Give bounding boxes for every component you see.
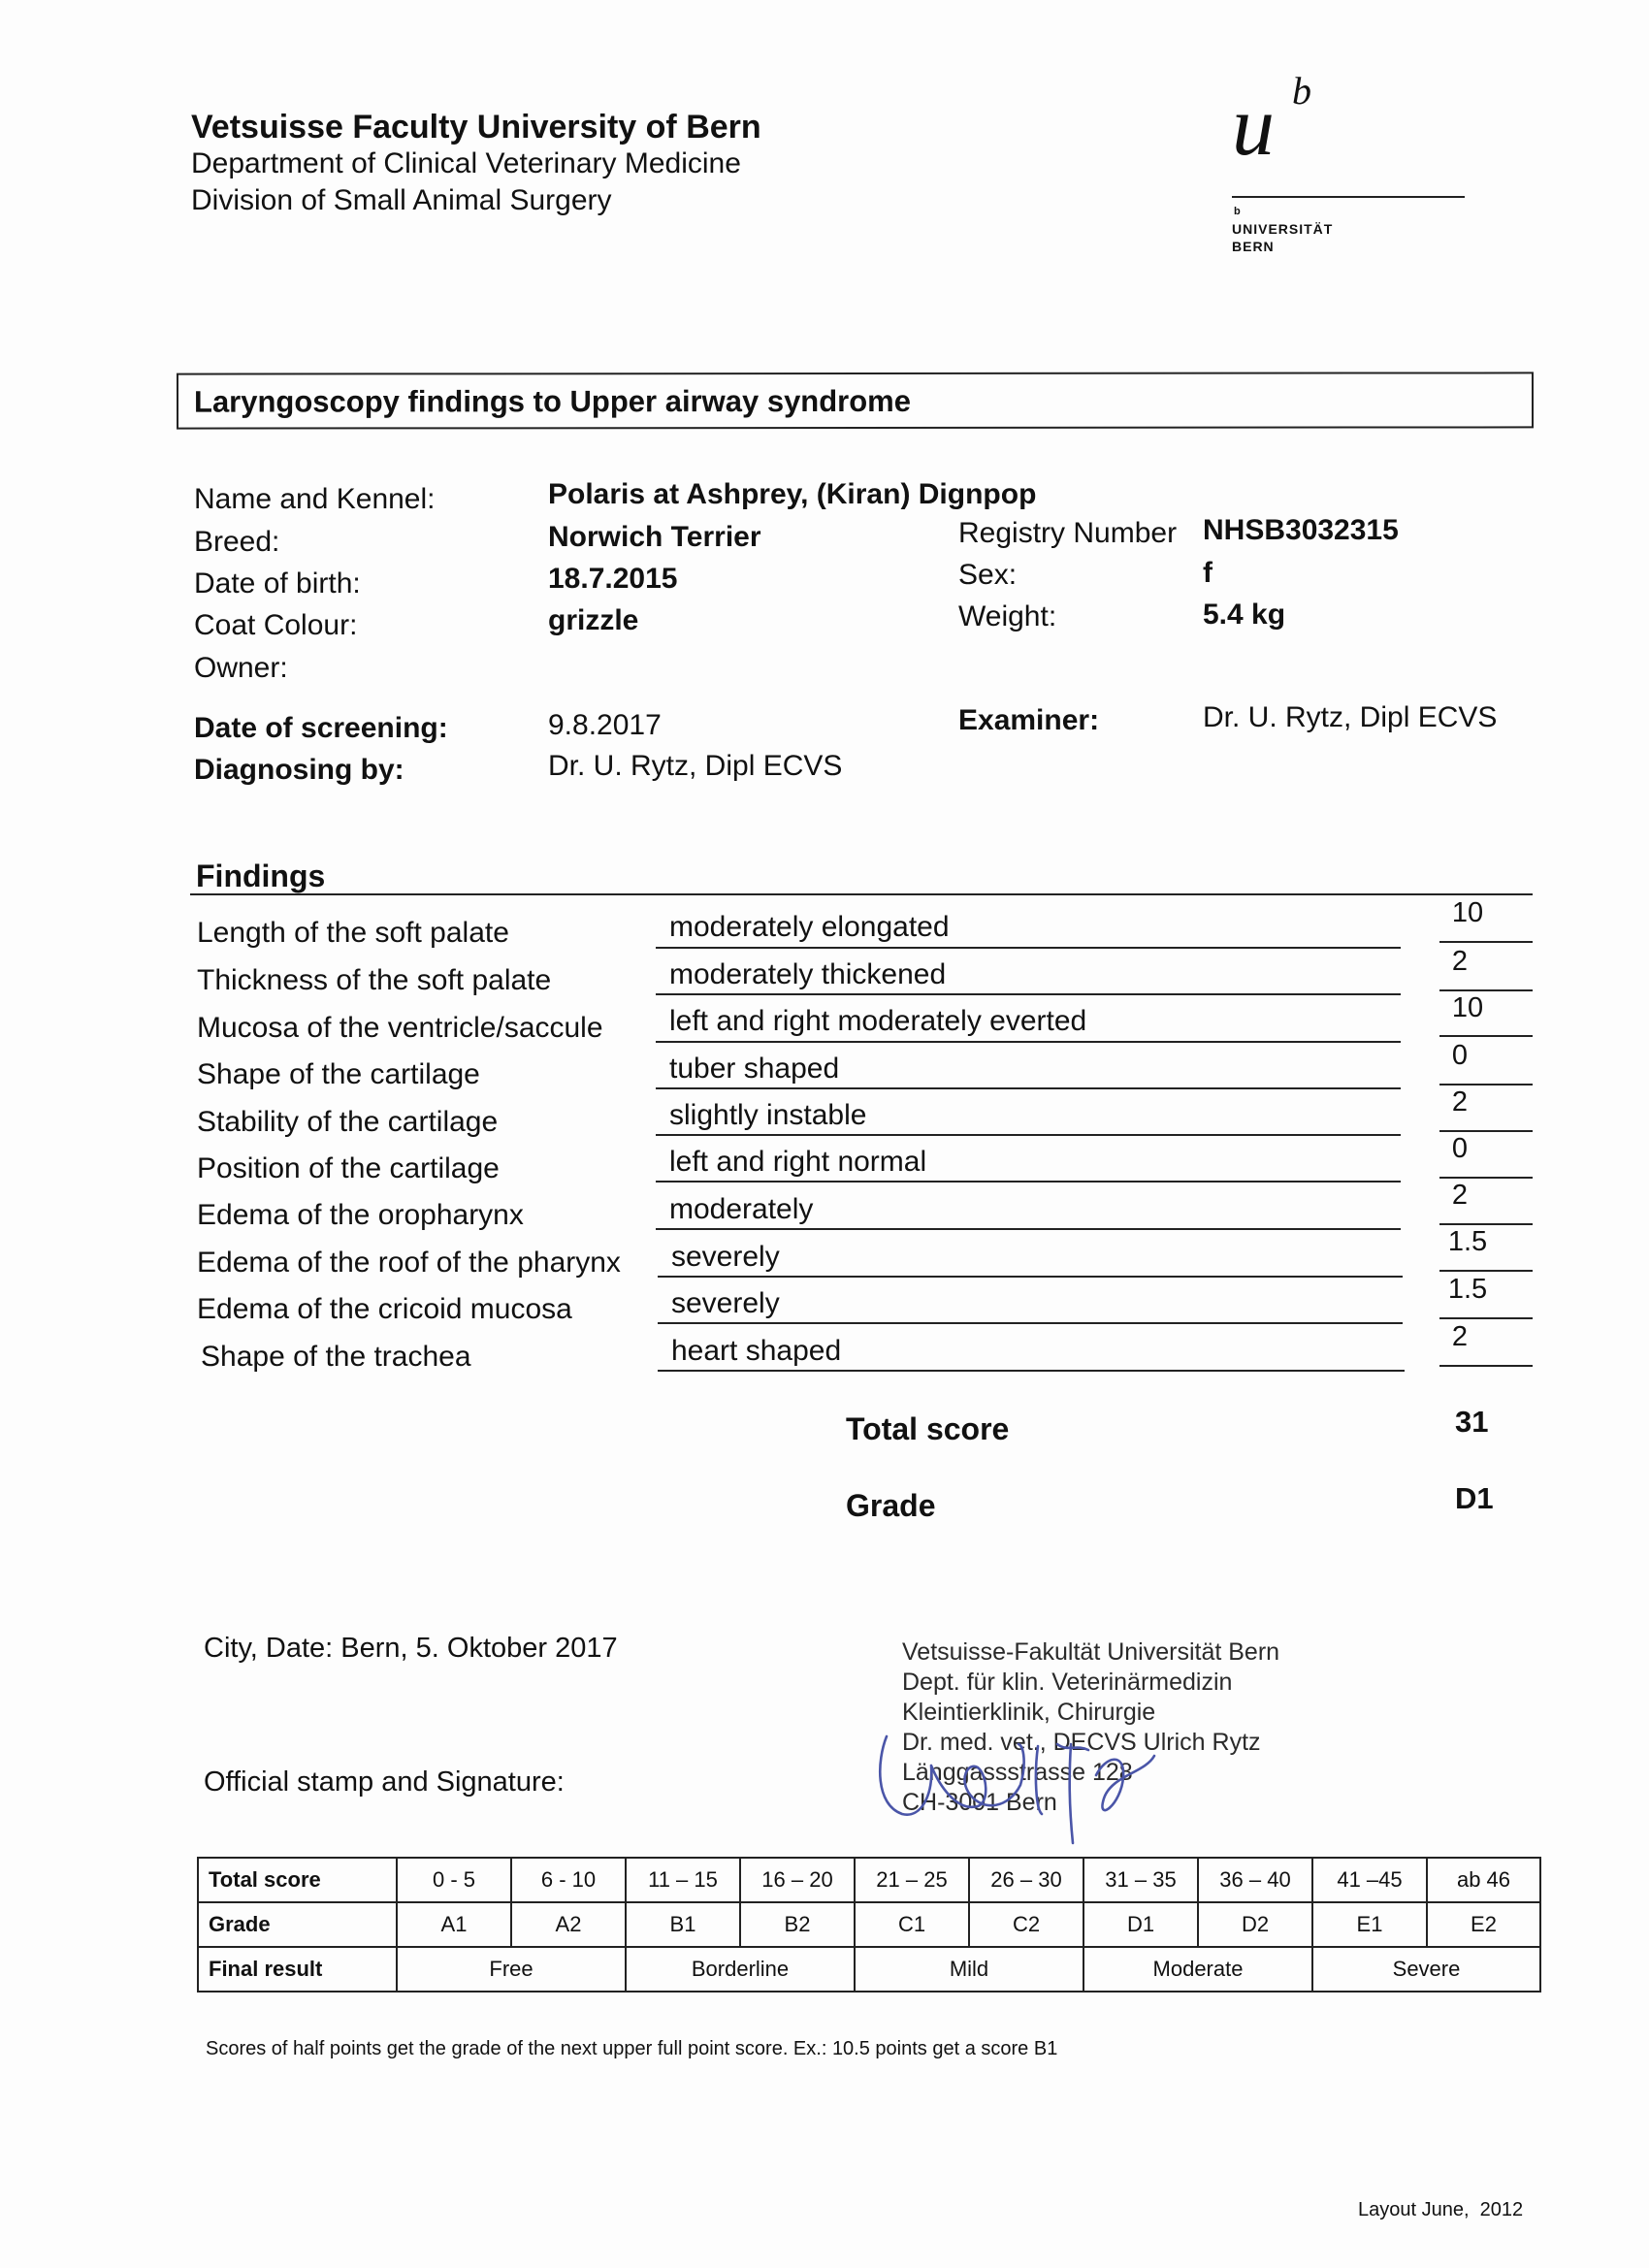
finding-score: 2 (1451, 1086, 1469, 1118)
stamp-signature-label: Official stamp and Signature: (204, 1766, 565, 1798)
result-cell: Moderate (1083, 1947, 1312, 1992)
coat-value: grizzle (548, 604, 639, 636)
row-header: Grade (198, 1902, 397, 1947)
diagnosing-label: Diagnosing by: (194, 754, 404, 786)
finding-label: Edema of the roof of the pharynx (197, 1247, 621, 1279)
finding-score-rule (1439, 1035, 1533, 1037)
logo-b-superscript: b (1292, 69, 1311, 113)
grading-row-total-score (198, 1858, 1540, 1902)
finding-value: heart shaped (671, 1335, 842, 1367)
stamp-line: CH-3001 Bern (902, 1789, 1057, 1816)
finding-value: left and right moderately everted (669, 1005, 1087, 1037)
finding-value: severely (671, 1241, 780, 1273)
finding-score: 10 (1451, 992, 1484, 1023)
name-label: Name and Kennel: (194, 483, 436, 515)
score-range-cell: 41 –45 (1312, 1858, 1427, 1902)
finding-value-rule (658, 1276, 1403, 1278)
finding-value-rule (658, 1322, 1403, 1324)
score-range-cell: 6 - 10 (511, 1858, 626, 1902)
coat-label: Coat Colour: (194, 609, 358, 641)
grading-note: Scores of half points get the grade of the next upper full point score. Ex.: 10.5 points get a score B1 (206, 2038, 1058, 2059)
total-score-value: 31 (1455, 1405, 1489, 1439)
finding-label: Edema of the oropharynx (197, 1199, 524, 1231)
grade-value: D1 (1455, 1481, 1494, 1515)
score-range-cell: 31 – 35 (1083, 1858, 1198, 1902)
grading-row-grade (198, 1902, 1540, 1947)
finding-score: 10 (1451, 897, 1484, 928)
registry-label: Registry Number (958, 517, 1178, 549)
finding-score: 2 (1451, 1321, 1469, 1352)
weight-label: Weight: (958, 600, 1057, 632)
finding-value: tuber shaped (669, 1053, 840, 1085)
department-name: Department of Clinical Veterinary Medicine (191, 147, 741, 179)
score-range-cell: 36 – 40 (1198, 1858, 1312, 1902)
grade-cell: C1 (855, 1902, 969, 1947)
finding-label: Position of the cartilage (197, 1152, 500, 1184)
finding-label: Shape of the trachea (201, 1341, 471, 1373)
page-title: Laryngoscopy findings to Upper airway syndrome (193, 383, 912, 419)
finding-value: moderately thickened (669, 958, 947, 990)
finding-score-rule (1439, 989, 1533, 991)
logo-small-b: b (1234, 206, 1241, 217)
finding-value: slightly instable (669, 1099, 867, 1131)
finding-score: 0 (1451, 1040, 1469, 1071)
title-box (177, 372, 1534, 429)
score-range-cell: 26 – 30 (969, 1858, 1083, 1902)
sex-value: f (1203, 557, 1212, 589)
finding-score-rule (1439, 1317, 1533, 1319)
breed-label: Breed: (194, 526, 280, 558)
row-header: Total score (198, 1858, 397, 1902)
result-cell: Mild (855, 1947, 1083, 1992)
total-score-label: Total score (846, 1411, 1010, 1446)
finding-value-rule (656, 1041, 1401, 1043)
finding-score: 1.5 (1447, 1226, 1488, 1257)
finding-label: Mucosa of the ventricle/saccule (197, 1012, 603, 1044)
finding-score-rule (1439, 1177, 1533, 1179)
city-date: City, Date: Bern, 5. Oktober 2017 (204, 1633, 618, 1664)
institution-name: Vetsuisse Faculty University of Bern (191, 109, 761, 146)
stamp-line: Dr. med. vet., DECVS Ulrich Rytz (902, 1729, 1261, 1756)
finding-score: 2 (1451, 1180, 1469, 1211)
grade-cell: D1 (1083, 1902, 1198, 1947)
score-range-cell: ab 46 (1427, 1858, 1540, 1902)
examiner-label: Examiner: (958, 704, 1100, 736)
finding-value-rule (656, 947, 1401, 949)
finding-value-rule (656, 1181, 1401, 1183)
score-range-cell: 21 – 25 (855, 1858, 969, 1902)
screening-date-value: 9.8.2017 (548, 709, 662, 741)
finding-score-rule (1439, 1130, 1533, 1132)
finding-score-rule (1439, 1084, 1533, 1085)
university-logo (1232, 68, 1474, 262)
grade-cell: A1 (397, 1902, 511, 1947)
result-cell: Borderline (626, 1947, 855, 1992)
finding-value: left and right normal (669, 1146, 927, 1178)
score-range-cell: 16 – 20 (740, 1858, 855, 1902)
logo-text-line1: UNIVERSITÄT (1232, 221, 1334, 237)
finding-score: 0 (1451, 1133, 1469, 1164)
grade-cell: A2 (511, 1902, 626, 1947)
result-cell: Free (397, 1947, 626, 1992)
grading-row-final-result (198, 1947, 1540, 1992)
stamp-line: Länggassstrasse 128 (902, 1759, 1133, 1786)
breed-value: Norwich Terrier (548, 521, 761, 553)
registry-value: NHSB3032315 (1203, 514, 1399, 546)
finding-score-rule (1439, 1223, 1533, 1225)
row-header: Final result (198, 1947, 397, 1992)
owner-label: Owner: (194, 652, 288, 684)
grade-cell: B2 (740, 1902, 855, 1947)
finding-value-rule (656, 1134, 1401, 1136)
finding-label: Edema of the cricoid mucosa (197, 1293, 572, 1325)
finding-value-rule (658, 1370, 1405, 1372)
finding-label: Stability of the cartilage (197, 1106, 499, 1138)
logo-text-line2: BERN (1232, 239, 1275, 254)
finding-label: Shape of the cartilage (197, 1058, 480, 1090)
grade-cell: B1 (626, 1902, 740, 1947)
grade-cell: E2 (1427, 1902, 1540, 1947)
diagnosing-value: Dr. U. Rytz, Dipl ECVS (548, 750, 843, 782)
layout-version: Layout June, 2012 (1358, 2199, 1524, 2220)
dob-label: Date of birth: (194, 567, 361, 599)
findings-heading: Findings (196, 859, 326, 893)
finding-label: Thickness of the soft palate (197, 964, 552, 996)
grading-table (197, 1857, 1541, 1993)
finding-score-rule (1439, 1270, 1533, 1272)
finding-value-rule (656, 1087, 1401, 1089)
findings-heading-rule (190, 893, 1533, 895)
sex-label: Sex: (958, 559, 1018, 591)
name-value: Polaris at Ashprey, (Kiran) Dignpop (548, 478, 1037, 510)
weight-value: 5.4 kg (1203, 599, 1286, 631)
stamp-line: Kleintierklinik, Chirurgie (902, 1699, 1156, 1726)
finding-value: severely (671, 1287, 780, 1319)
dob-value: 18.7.2015 (548, 563, 678, 595)
finding-label: Length of the soft palate (197, 917, 509, 949)
grade-cell: E1 (1312, 1902, 1427, 1947)
finding-score: 1.5 (1447, 1274, 1488, 1305)
finding-value-rule (656, 1228, 1401, 1230)
stamp-line: Dept. für klin. Veterinärmedizin (902, 1669, 1233, 1696)
examiner-value: Dr. U. Rytz, Dipl ECVS (1203, 701, 1498, 733)
grade-cell: C2 (969, 1902, 1083, 1947)
logo-rule (1232, 196, 1465, 198)
finding-score-rule (1439, 1365, 1533, 1367)
finding-score-rule (1439, 941, 1533, 943)
finding-score: 2 (1451, 946, 1469, 977)
grade-label: Grade (846, 1488, 936, 1523)
finding-value-rule (656, 993, 1401, 995)
score-range-cell: 11 – 15 (626, 1858, 740, 1902)
handwritten-signature (863, 1717, 1232, 1853)
division-name: Division of Small Animal Surgery (191, 184, 612, 216)
stamp-line: Vetsuisse-Fakultät Universität Bern (902, 1638, 1280, 1666)
finding-value: moderately (669, 1193, 814, 1225)
score-range-cell: 0 - 5 (397, 1858, 511, 1902)
grade-cell: D2 (1198, 1902, 1312, 1947)
result-cell: Severe (1312, 1947, 1540, 1992)
logo-u-mark: u (1232, 80, 1275, 174)
screening-date-label: Date of screening: (194, 712, 448, 744)
finding-value: moderately elongated (669, 911, 950, 943)
